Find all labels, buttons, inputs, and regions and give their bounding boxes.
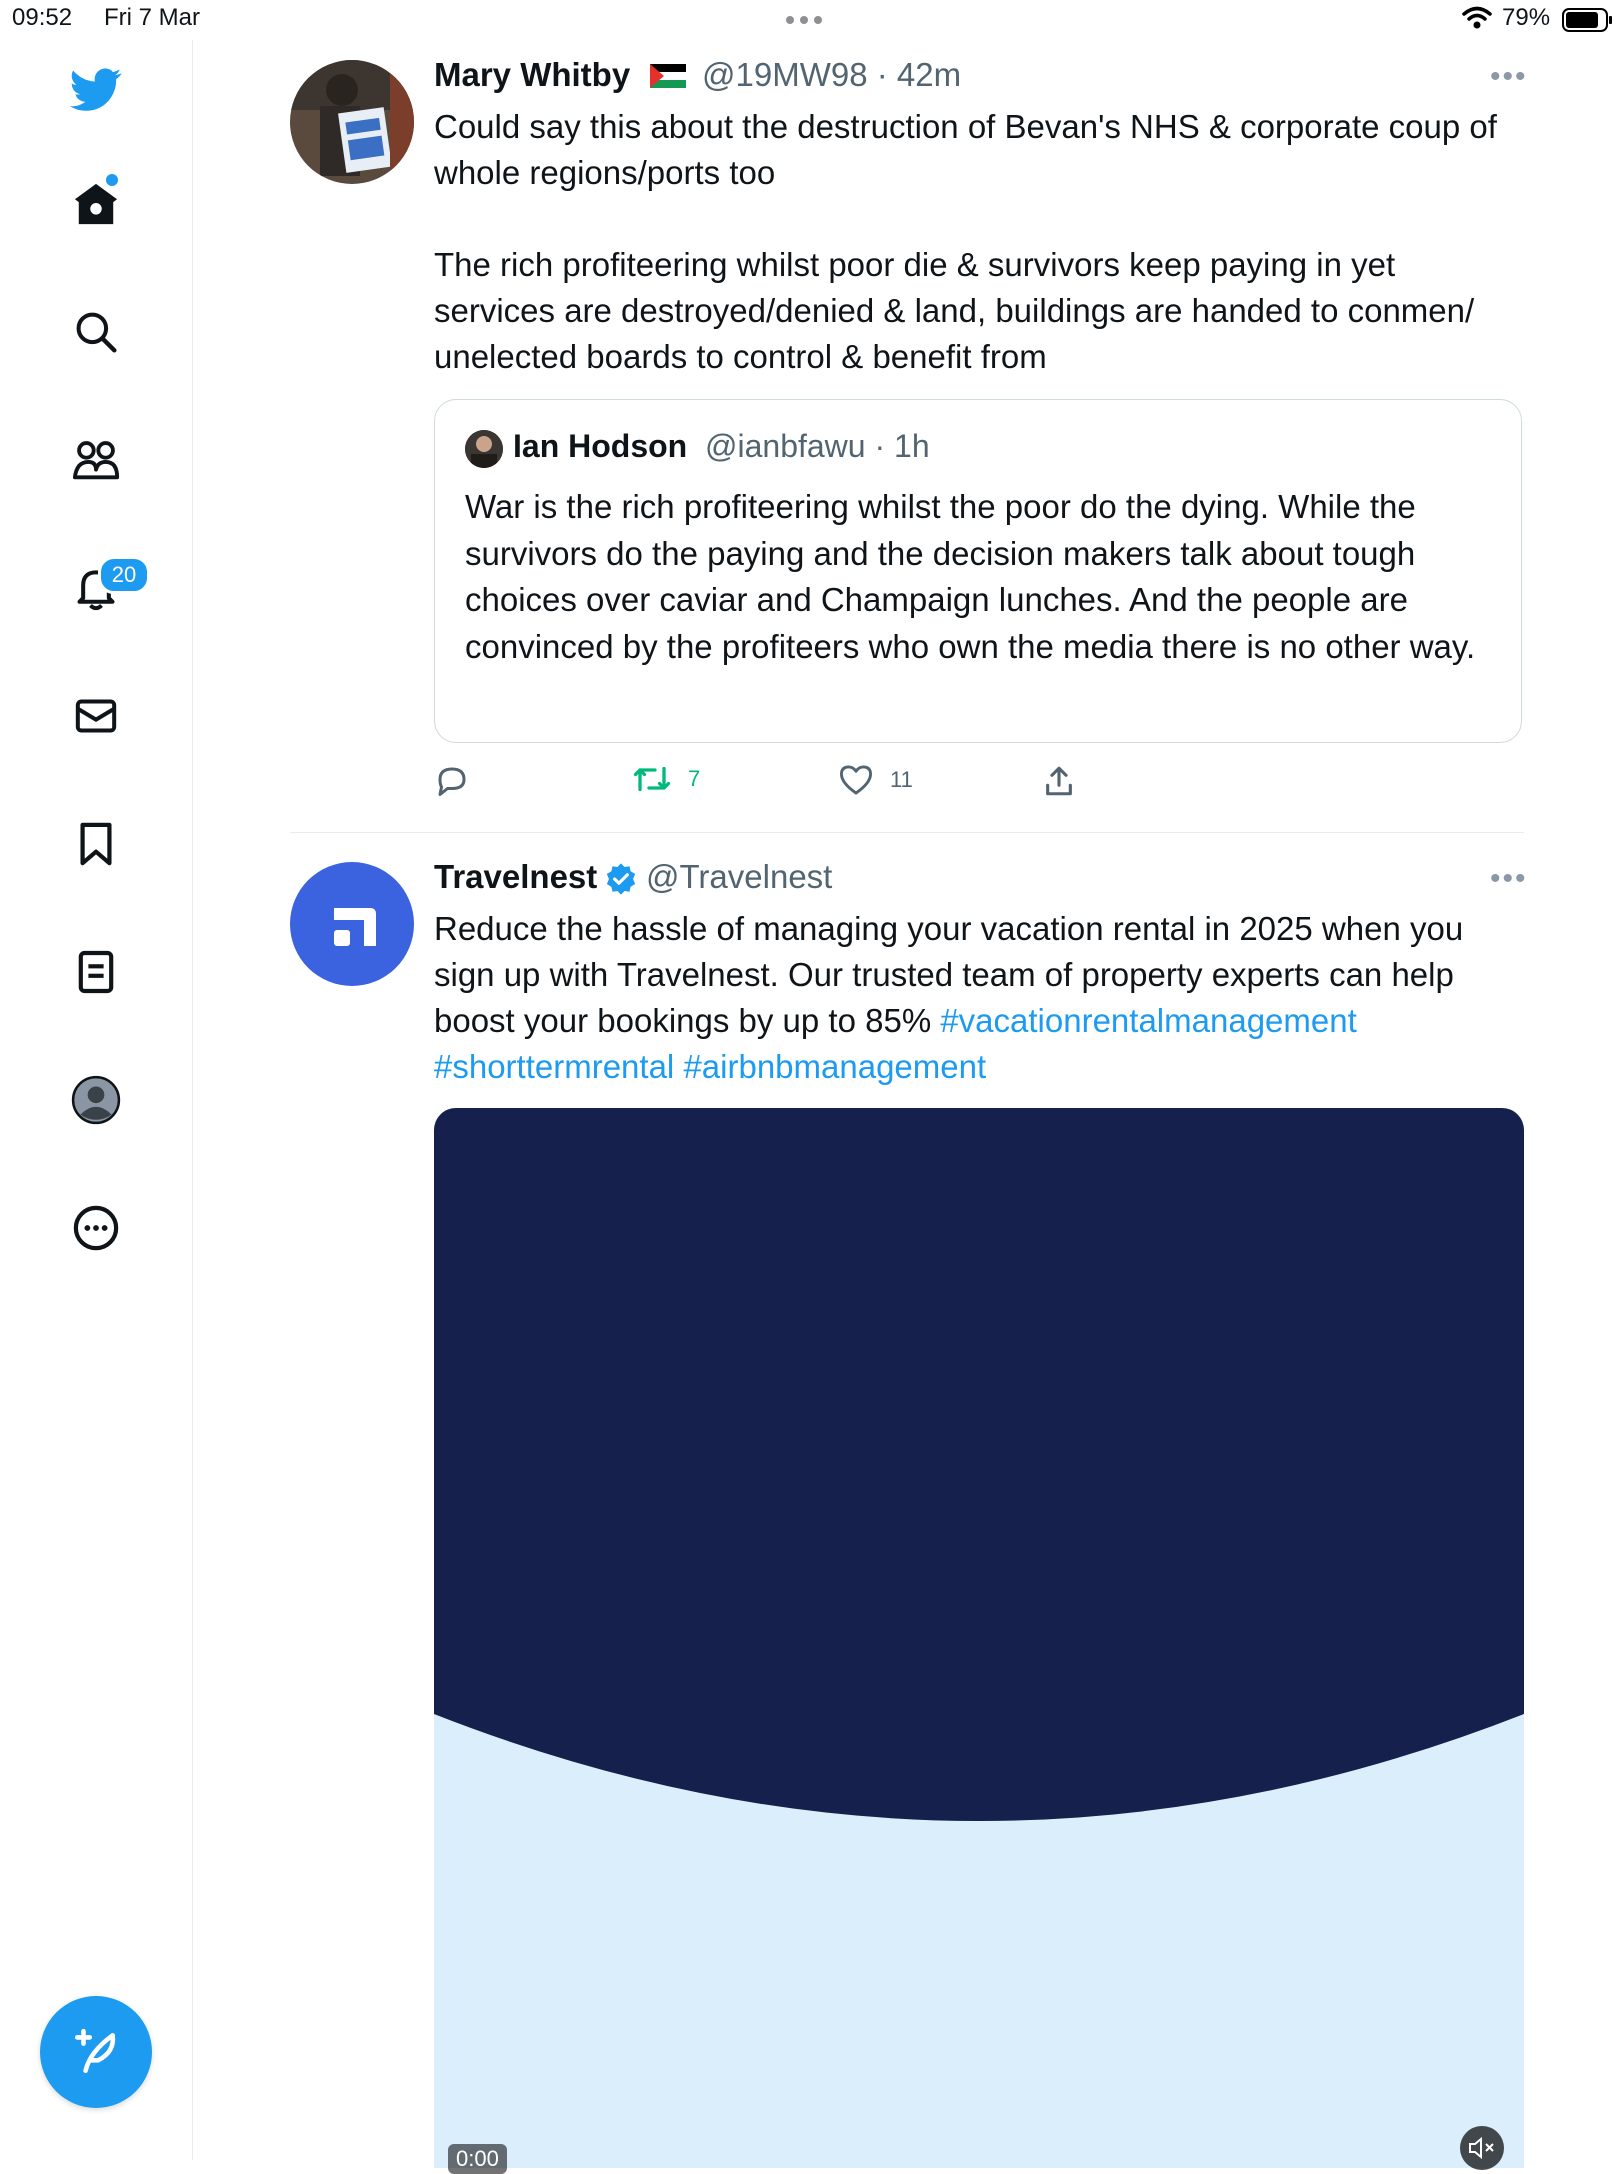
share-icon: [1042, 764, 1076, 798]
tweet-text: Could say this about the destruction of Bevan's NHS & corporate coup of whole regions/ports too The rich profiteering whilst poor die & survivors keep paying in yet services are destroyed/denied & land, buildings are handed to conmen/ unelected boards to control & benefit from: [434, 108, 1497, 375]
tweet-more-icon[interactable]: •••: [1490, 60, 1528, 93]
battery-icon: [1562, 8, 1614, 32]
profile-icon[interactable]: [70, 1074, 122, 1126]
reply-button[interactable]: [434, 764, 470, 798]
avatar[interactable]: [290, 60, 414, 184]
retweet-count: 7: [688, 766, 701, 791]
quoted-author-name: Ian Hodson: [513, 428, 688, 464]
mute-button[interactable]: [1460, 2126, 1504, 2170]
compose-tweet-button[interactable]: [40, 1996, 152, 2108]
video-frame: [434, 1108, 1524, 2168]
tweet-handle: @Travelnest: [646, 858, 833, 895]
quoted-handle-time: @ianbfawu · 1h: [705, 428, 930, 464]
hashtag-link[interactable]: #shorttermrental: [434, 1048, 675, 1085]
battery-percent: 79%: [1502, 4, 1551, 31]
hashtag-link[interactable]: #airbnbmanagement: [683, 1048, 987, 1085]
like-button[interactable]: [838, 764, 913, 796]
palestine-flag-icon: [650, 64, 686, 88]
video-timestamp: 0:00: [448, 2144, 507, 2174]
like-count: 11: [890, 767, 913, 792]
communities-icon[interactable]: [70, 434, 122, 486]
home-unread-dot: [106, 174, 118, 186]
retweet-button[interactable]: [632, 764, 700, 794]
speaker-muted-icon: [1468, 2136, 1496, 2160]
messages-icon[interactable]: [70, 690, 122, 742]
tweet-more-icon[interactable]: •••: [1490, 862, 1528, 895]
status-date: Fri 7 Mar: [104, 4, 200, 31]
status-bar: [0, 0, 1620, 40]
compose-feather-icon: [71, 2027, 121, 2077]
verified-badge-icon: [604, 862, 638, 896]
twitter-logo-icon[interactable]: [70, 64, 122, 116]
tweet-divider: [290, 832, 1524, 833]
sidebar: [0, 40, 193, 2160]
more-icon[interactable]: [70, 1202, 122, 1254]
heart-icon: [838, 764, 874, 796]
quoted-tweet[interactable]: [434, 399, 1522, 743]
quoted-avatar: [465, 430, 503, 468]
promoted-video[interactable]: [434, 1108, 1524, 2168]
tweet-handle-time: @19MW98 · 42m: [702, 56, 962, 93]
multitasking-dots-icon[interactable]: [786, 16, 822, 24]
hashtag-link[interactable]: #vacationrentalmanagement: [940, 1002, 1357, 1039]
reply-icon: [434, 764, 470, 798]
quoted-text: War is the rich profiteering whilst the poor do the dying. While the survivors do the paying and the decision makers talk about tough choices over caviar and Champaign lunches. And the people are convinced by the profiteers who own the media there is no other way.: [465, 488, 1476, 665]
notification-badge: 20: [98, 556, 150, 594]
bookmarks-icon[interactable]: [70, 818, 122, 870]
lists-icon[interactable]: [70, 946, 122, 998]
share-button[interactable]: [1042, 764, 1076, 798]
avatar[interactable]: [290, 862, 414, 986]
home-icon[interactable]: [70, 178, 122, 230]
tweet-author-name[interactable]: Travelnest: [434, 858, 598, 895]
tweet-text: Reduce the hassle of managing your vacation rental in 2025 when you sign up with Travelnest. Our trusted team of property experts can help boost your bookings by up to 85% #vacationrentalmanagement #shorttermrental #airbnbmanagement: [434, 910, 1464, 1085]
status-time: 09:52: [12, 4, 73, 31]
tweet-author-name[interactable]: Mary Whitby: [434, 56, 631, 93]
explore-icon[interactable]: [70, 306, 122, 358]
wifi-icon: [1462, 6, 1492, 30]
retweet-icon: [632, 764, 672, 794]
